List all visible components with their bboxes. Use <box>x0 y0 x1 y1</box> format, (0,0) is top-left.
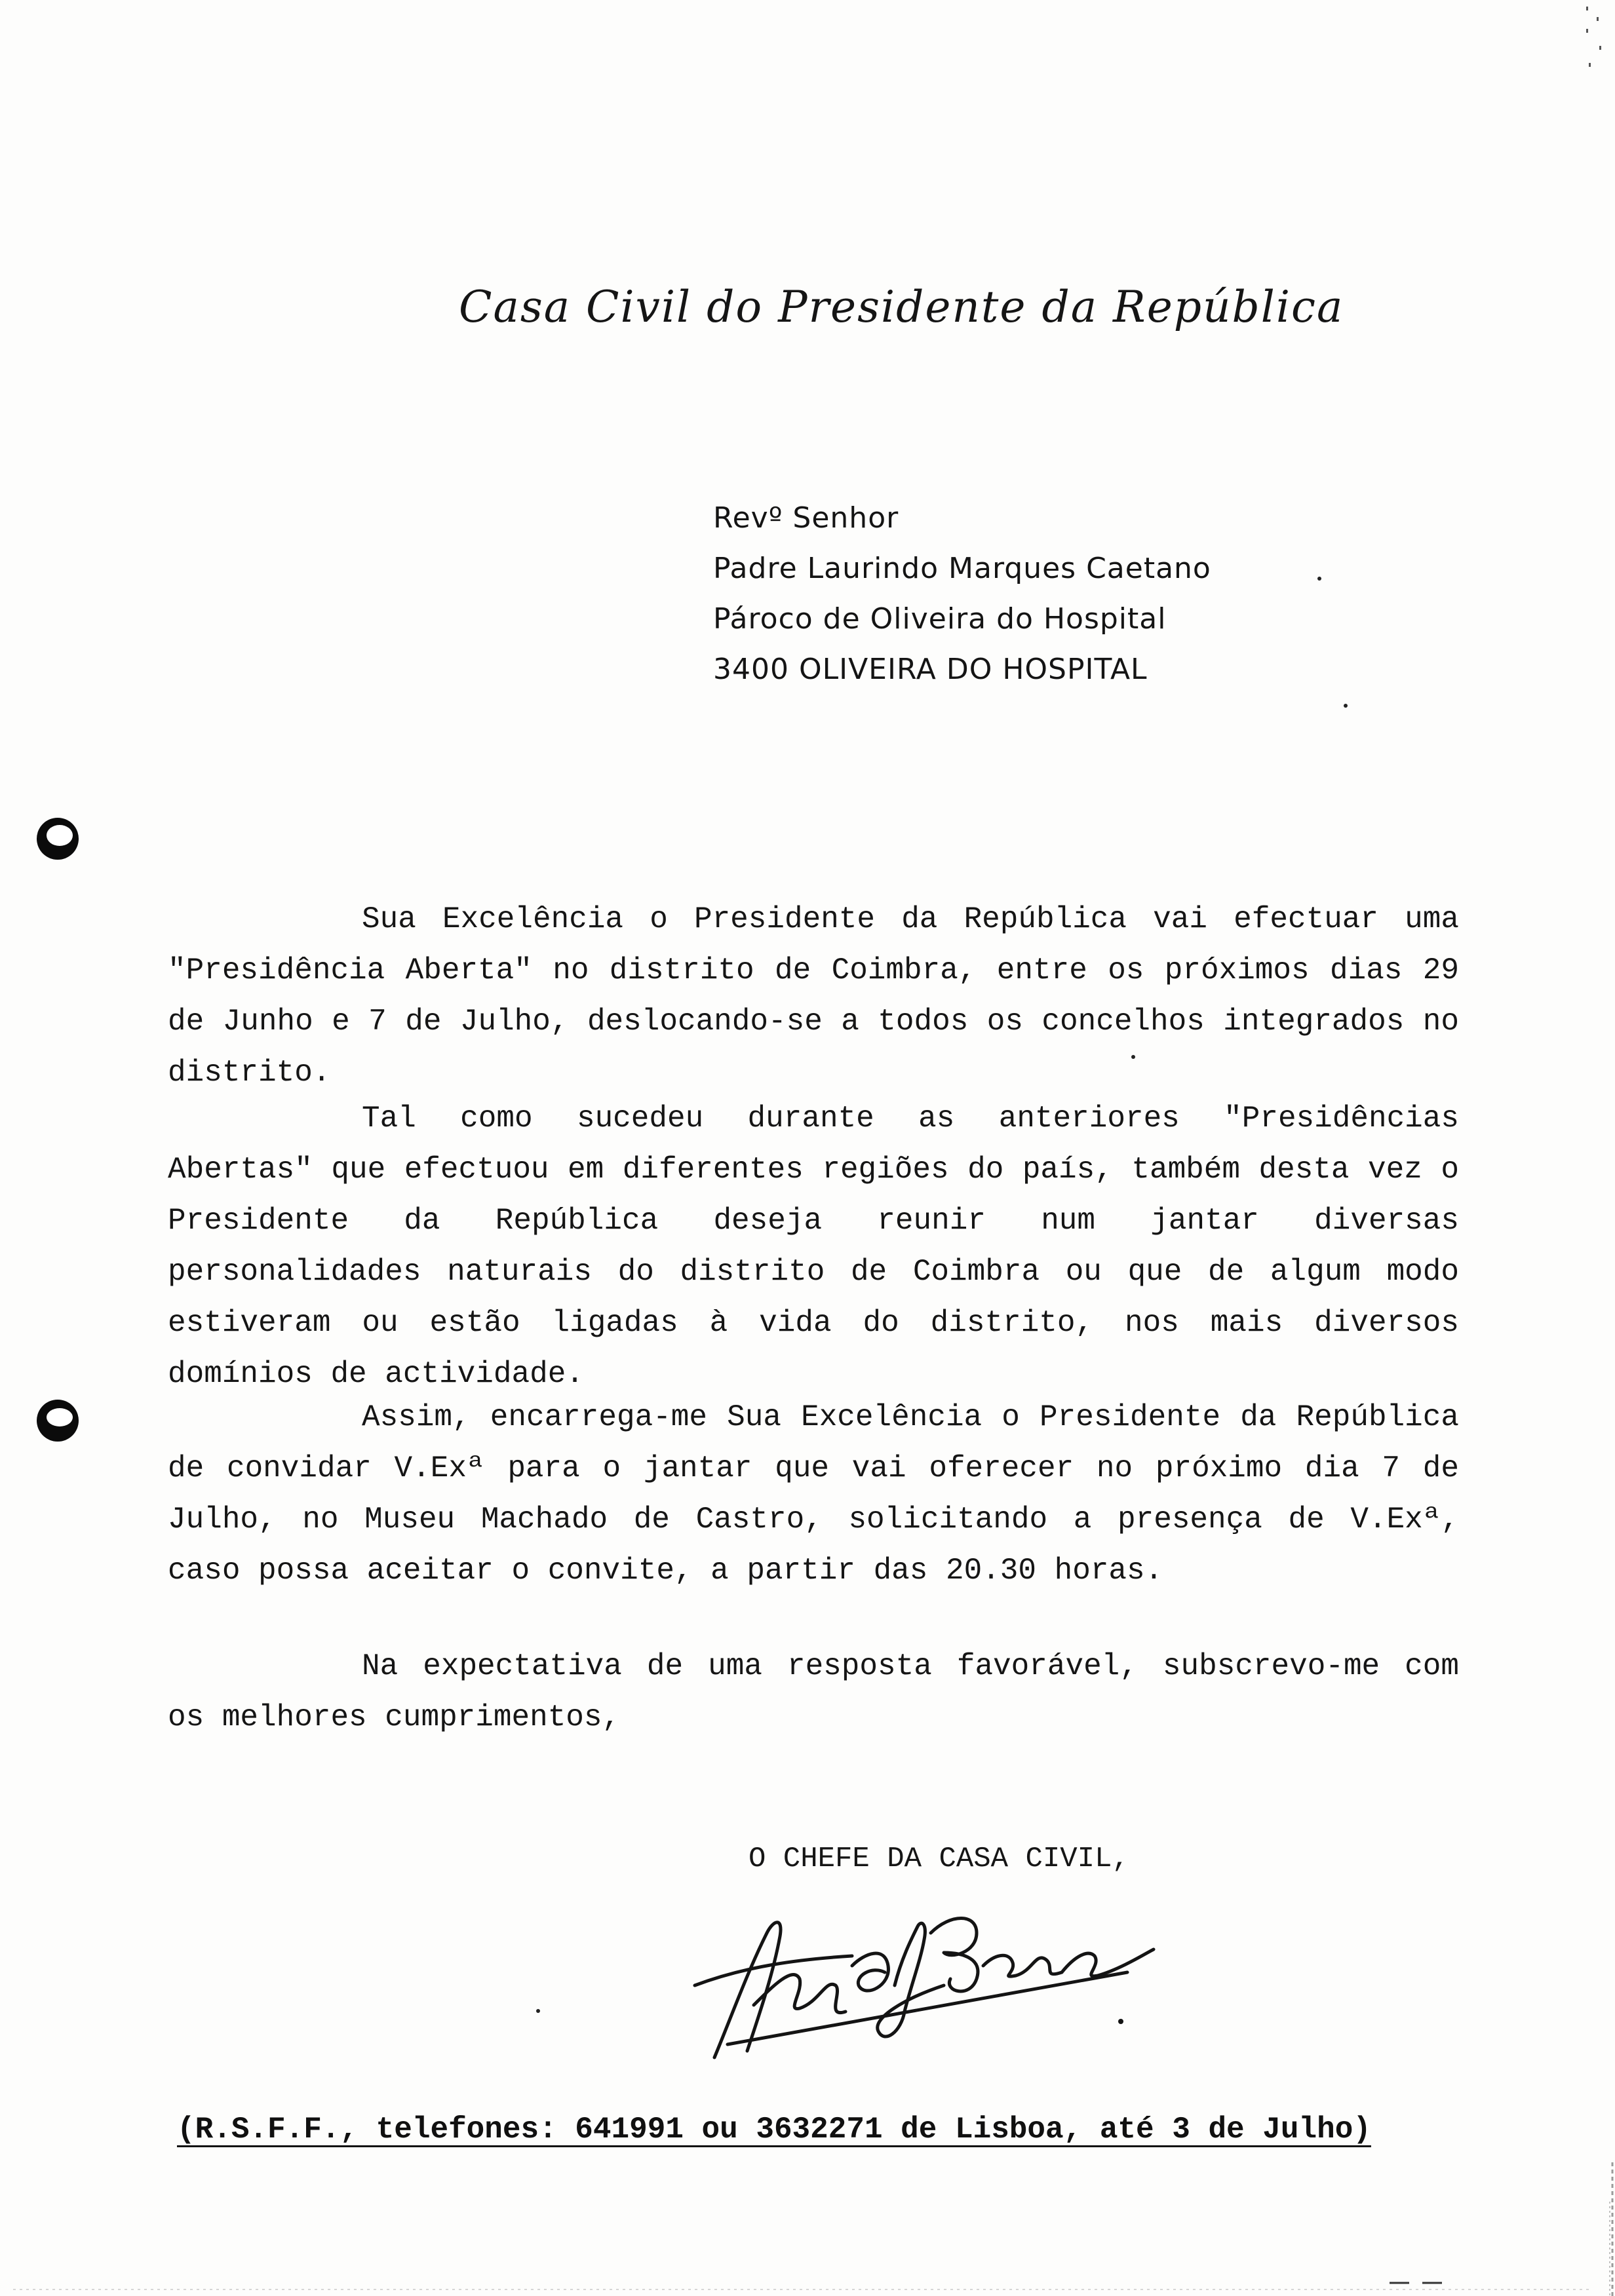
recipient-name: Padre Laurindo Marques Caetano <box>713 552 1211 585</box>
scan-bottom-edge <box>0 2274 1615 2296</box>
body-paragraph-1 <box>168 894 1459 1098</box>
body-paragraph-4 <box>168 1641 1459 1743</box>
recipient-address <box>713 493 1211 695</box>
recipient-postal: 3400 OLIVEIRA DO HOSPITAL <box>713 653 1148 686</box>
letterhead-text: Casa Civil do Presidente da República <box>459 282 1344 332</box>
body-paragraph-2 <box>168 1093 1459 1400</box>
footer-note: (R.S.F.F., telefones: 641991 ou 3632271 de Lisboa, até 3 de Julho) <box>177 2113 1371 2147</box>
closing-title: O CHEFE DA CASA CIVIL, <box>749 1843 1129 1875</box>
scan-edge-marks <box>1560 0 1615 2296</box>
ink-speck <box>1344 704 1348 708</box>
punch-hole-icon <box>34 1397 81 1444</box>
ink-speck <box>1131 1055 1135 1059</box>
punch-hole-icon <box>34 815 81 862</box>
letterhead <box>459 282 1344 332</box>
body-paragraph-3 <box>168 1392 1459 1596</box>
paragraph-3-text: Assim, encarrega-me Sua Excelência o Presidente da República de convidar V.Exª para o jantar que vai oferecer no próximo dia 7 de Julho, no Museu Machado de Castro, solicitando a presença de V.Exª, caso possa aceitar o convite, a partir das 20.30 horas. <box>168 1400 1459 1588</box>
paragraph-2-text: Tal como sucedeu durante as anteriores "Presidências Abertas" que efectuou em diferentes regiões do país, também desta vez o Presidente da República deseja reunir num jantar diversas personalidades naturais do distrito de Coimbra ou que de algum modo estiveram ou estão ligadas à vida do distrito, nos mais diversos domínios de actividade. <box>168 1101 1459 1391</box>
handwritten-signature <box>669 1887 1167 2084</box>
ink-speck <box>1317 577 1321 581</box>
ink-speck <box>536 2009 540 2013</box>
paragraph-4-text: Na expectativa de uma resposta favorável, subscrevo-me com os melhores cumprimentos, <box>168 1649 1459 1734</box>
paragraph-1-text: Sua Excelência o Presidente da República vai efectuar uma "Presidência Aberta" no distrito de Coimbra, entre os próximos dias 29 de Junho e 7 de Julho, deslocando-se a todos os concelhos integrados no distrito. <box>168 902 1459 1090</box>
recipient-salutation: Revº Senhor <box>713 501 899 535</box>
recipient-title: Pároco de Oliveira do Hospital <box>713 602 1167 636</box>
